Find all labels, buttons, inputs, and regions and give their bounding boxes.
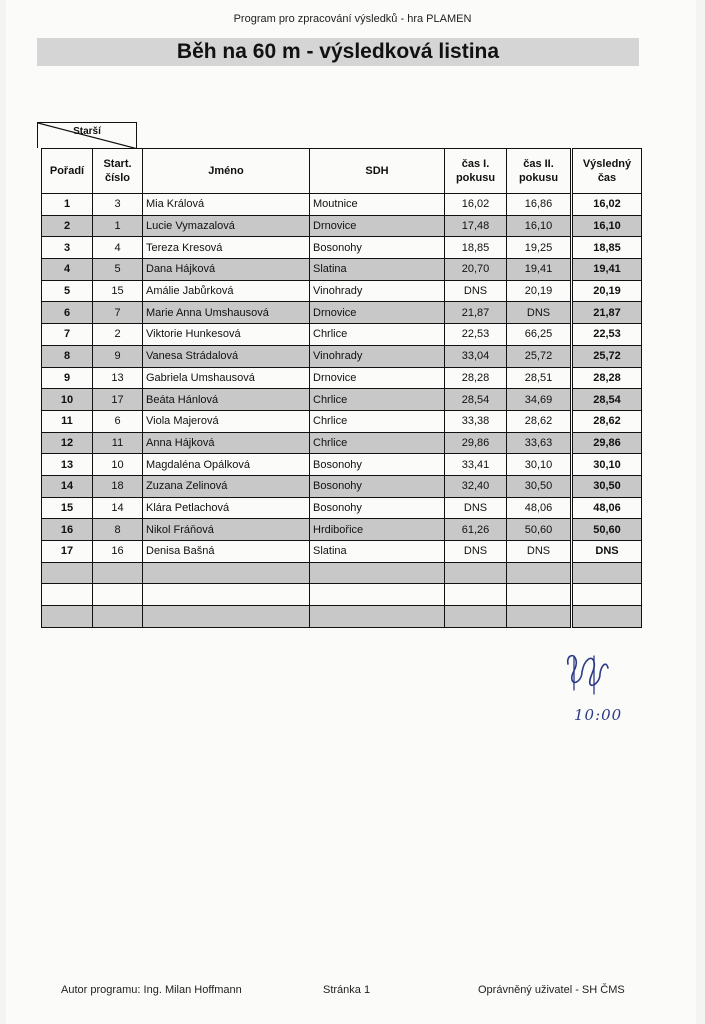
cell-time-1: 18,85: [445, 237, 507, 259]
empty-table-row: [42, 584, 642, 606]
cell-rank: 3: [42, 237, 93, 259]
cell-time-2: 16,86: [507, 194, 572, 216]
cell-sdh: Slatina: [310, 259, 445, 281]
cell-time-1: 20,70: [445, 259, 507, 281]
cell-name-empty: [143, 562, 310, 584]
cell-time-1-empty: [445, 584, 507, 606]
cell-time-2: 30,50: [507, 475, 572, 497]
cell-final-time: 29,86: [572, 432, 642, 454]
table-row: [42, 519, 642, 541]
cell-sdh: Bosonohy: [310, 497, 445, 519]
cell-time-2: 28,62: [507, 410, 572, 432]
cell-time-2: 19,41: [507, 259, 572, 281]
cell-time-1: 32,40: [445, 475, 507, 497]
cell-rank: 11: [42, 410, 93, 432]
cell-name-empty: [143, 584, 310, 606]
table-row: [42, 367, 642, 389]
cell-final-time: 30,10: [572, 454, 642, 476]
cell-time-1: 33,38: [445, 410, 507, 432]
cell-time-2: 30,10: [507, 454, 572, 476]
cell-name: Vanesa Strádalová: [143, 345, 310, 367]
cell-time-1: 17,48: [445, 215, 507, 237]
cell-rank: 6: [42, 302, 93, 324]
cell-name: Mia Králová: [143, 194, 310, 216]
cell-name: Tereza Kresová: [143, 237, 310, 259]
cell-sdh-empty: [310, 584, 445, 606]
cell-sdh: Drnovice: [310, 215, 445, 237]
table-row: [42, 259, 642, 281]
table-row: [42, 497, 642, 519]
cell-final-time: 20,19: [572, 280, 642, 302]
cell-time-1-empty: [445, 562, 507, 584]
cell-name: Gabriela Umshausová: [143, 367, 310, 389]
cell-time-2: 66,25: [507, 324, 572, 346]
cell-name: Anna Hájková: [143, 432, 310, 454]
cell-start-number: 17: [93, 389, 143, 411]
cell-rank: 10: [42, 389, 93, 411]
cell-time-1: 61,26: [445, 519, 507, 541]
cell-start-number: 10: [93, 454, 143, 476]
col-final: Výsledný čas: [572, 149, 642, 194]
cell-rank-empty: [42, 606, 93, 628]
cell-time-2: 20,19: [507, 280, 572, 302]
cell-final-time: 18,85: [572, 237, 642, 259]
cell-rank: 17: [42, 541, 93, 563]
cell-final-time: 48,06: [572, 497, 642, 519]
cell-time-2: 25,72: [507, 345, 572, 367]
cell-final-time: 16,10: [572, 215, 642, 237]
cell-time-1: 16,02: [445, 194, 507, 216]
cell-time-2: 48,06: [507, 497, 572, 519]
cell-rank-empty: [42, 562, 93, 584]
table-row: [42, 302, 642, 324]
cell-sdh: Drnovice: [310, 367, 445, 389]
cell-sdh: Chrlice: [310, 324, 445, 346]
cell-time-1-empty: [445, 606, 507, 628]
cell-start-number: 14: [93, 497, 143, 519]
col-time1: čas I. pokusu: [445, 149, 507, 194]
cell-name: Viktorie Hunkesová: [143, 324, 310, 346]
cell-start-number: 5: [93, 259, 143, 281]
cell-rank: 9: [42, 367, 93, 389]
footer-page-number: Stránka 1: [323, 984, 371, 996]
cell-sdh-empty: [310, 562, 445, 584]
cell-rank: 2: [42, 215, 93, 237]
cell-name: Nikol Fráňová: [143, 519, 310, 541]
table-row: [42, 237, 642, 259]
cell-final-time: 25,72: [572, 345, 642, 367]
cell-sdh: Drnovice: [310, 302, 445, 324]
cell-rank: 5: [42, 280, 93, 302]
cell-rank: 1: [42, 194, 93, 216]
cell-time-2: 19,25: [507, 237, 572, 259]
handwritten-time: 10:00: [574, 706, 623, 724]
cell-rank: 8: [42, 345, 93, 367]
cell-name: Denisa Bašná: [143, 541, 310, 563]
cell-name: Klára Petlachová: [143, 497, 310, 519]
cell-start-number: 1: [93, 215, 143, 237]
table-row: [42, 475, 642, 497]
cell-name: Beáta Hánlová: [143, 389, 310, 411]
cell-rank-empty: [42, 584, 93, 606]
cell-time-1: 33,41: [445, 454, 507, 476]
cell-start-number: 6: [93, 410, 143, 432]
col-sdh: SDH: [310, 149, 445, 194]
cell-name: Amálie Jabůrková: [143, 280, 310, 302]
cell-final-time: 28,28: [572, 367, 642, 389]
table-row: [42, 345, 642, 367]
cell-time-2: 28,51: [507, 367, 572, 389]
cell-start-number: 2: [93, 324, 143, 346]
cell-start-number: 4: [93, 237, 143, 259]
cell-rank: 7: [42, 324, 93, 346]
col-name: Jméno: [143, 149, 310, 194]
cell-name: Magdaléna Opálková: [143, 454, 310, 476]
handwritten-initials-signature: [560, 650, 650, 740]
table-row: [42, 541, 642, 563]
cell-rank: 4: [42, 259, 93, 281]
cell-time-2: DNS: [507, 302, 572, 324]
table-header-row: [42, 149, 642, 194]
cell-time-2-empty: [507, 606, 572, 628]
cell-name: Dana Hájková: [143, 259, 310, 281]
cell-time-1: 28,28: [445, 367, 507, 389]
cell-time-1: 22,53: [445, 324, 507, 346]
cell-time-1: DNS: [445, 497, 507, 519]
cell-time-1: 28,54: [445, 389, 507, 411]
table-row: [42, 410, 642, 432]
cell-final-time-empty: [572, 562, 642, 584]
table-row: [42, 280, 642, 302]
cell-sdh: Bosonohy: [310, 475, 445, 497]
table-row: [42, 215, 642, 237]
cell-sdh: Chrlice: [310, 389, 445, 411]
cell-time-2: DNS: [507, 541, 572, 563]
cell-rank: 16: [42, 519, 93, 541]
cell-sdh: Vinohrady: [310, 345, 445, 367]
cell-sdh-empty: [310, 606, 445, 628]
cell-time-1: DNS: [445, 280, 507, 302]
cell-time-2: 16,10: [507, 215, 572, 237]
cell-time-1: 21,87: [445, 302, 507, 324]
cell-final-time-empty: [572, 584, 642, 606]
cell-start-number-empty: [93, 562, 143, 584]
empty-table-row: [42, 562, 642, 584]
category-label: Starší: [73, 126, 101, 137]
table-body: [42, 194, 642, 628]
cell-start-number: 15: [93, 280, 143, 302]
cell-final-time: 16,02: [572, 194, 642, 216]
table-row: [42, 324, 642, 346]
cell-start-number-empty: [93, 606, 143, 628]
cell-start-number: 11: [93, 432, 143, 454]
cell-start-number: 18: [93, 475, 143, 497]
cell-time-2: 33,63: [507, 432, 572, 454]
table-row: [42, 194, 642, 216]
cell-rank: 15: [42, 497, 93, 519]
empty-table-row: [42, 606, 642, 628]
cell-start-number-empty: [93, 584, 143, 606]
cell-sdh: Chrlice: [310, 432, 445, 454]
col-time2: čas II. pokusu: [507, 149, 572, 194]
results-table: [41, 148, 642, 628]
document-title: Běh na 60 m - výsledková listina: [37, 38, 639, 66]
cell-start-number: 8: [93, 519, 143, 541]
footer-license: Oprávněný uživatel - SH ČMS: [478, 984, 625, 996]
cell-final-time: 28,62: [572, 410, 642, 432]
cell-start-number: 16: [93, 541, 143, 563]
cell-name: Viola Majerová: [143, 410, 310, 432]
cell-start-number: 7: [93, 302, 143, 324]
cell-sdh: Chrlice: [310, 410, 445, 432]
cell-final-time: 28,54: [572, 389, 642, 411]
cell-time-2: 50,60: [507, 519, 572, 541]
table-row: [42, 432, 642, 454]
cell-name: Marie Anna Umshausová: [143, 302, 310, 324]
cell-sdh: Bosonohy: [310, 454, 445, 476]
cell-time-2-empty: [507, 562, 572, 584]
cell-time-2: 34,69: [507, 389, 572, 411]
cell-sdh: Hrdibořice: [310, 519, 445, 541]
program-title: Program pro zpracování výsledků - hra PLAMEN: [233, 13, 472, 25]
category-box: [37, 122, 137, 148]
cell-rank: 13: [42, 454, 93, 476]
cell-final-time: 19,41: [572, 259, 642, 281]
cell-sdh: Moutnice: [310, 194, 445, 216]
cell-final-time: 21,87: [572, 302, 642, 324]
col-start: Start. číslo: [93, 149, 143, 194]
cell-start-number: 3: [93, 194, 143, 216]
cell-start-number: 9: [93, 345, 143, 367]
cell-final-time: DNS: [572, 541, 642, 563]
cell-name: Lucie Vymazalová: [143, 215, 310, 237]
cell-final-time: 50,60: [572, 519, 642, 541]
table-row: [42, 454, 642, 476]
cell-final-time: 22,53: [572, 324, 642, 346]
cell-time-2-empty: [507, 584, 572, 606]
col-rank: Pořadí: [42, 149, 93, 194]
cell-start-number: 13: [93, 367, 143, 389]
table-row: [42, 389, 642, 411]
cell-sdh: Bosonohy: [310, 237, 445, 259]
cell-final-time: 30,50: [572, 475, 642, 497]
cell-name-empty: [143, 606, 310, 628]
cell-time-1: 33,04: [445, 345, 507, 367]
cell-rank: 12: [42, 432, 93, 454]
cell-sdh: Vinohrady: [310, 280, 445, 302]
cell-time-1: DNS: [445, 541, 507, 563]
footer-author: Autor programu: Ing. Milan Hoffmann: [61, 984, 242, 996]
cell-final-time-empty: [572, 606, 642, 628]
cell-rank: 14: [42, 475, 93, 497]
cell-sdh: Slatina: [310, 541, 445, 563]
cell-time-1: 29,86: [445, 432, 507, 454]
cell-name: Zuzana Zelinová: [143, 475, 310, 497]
